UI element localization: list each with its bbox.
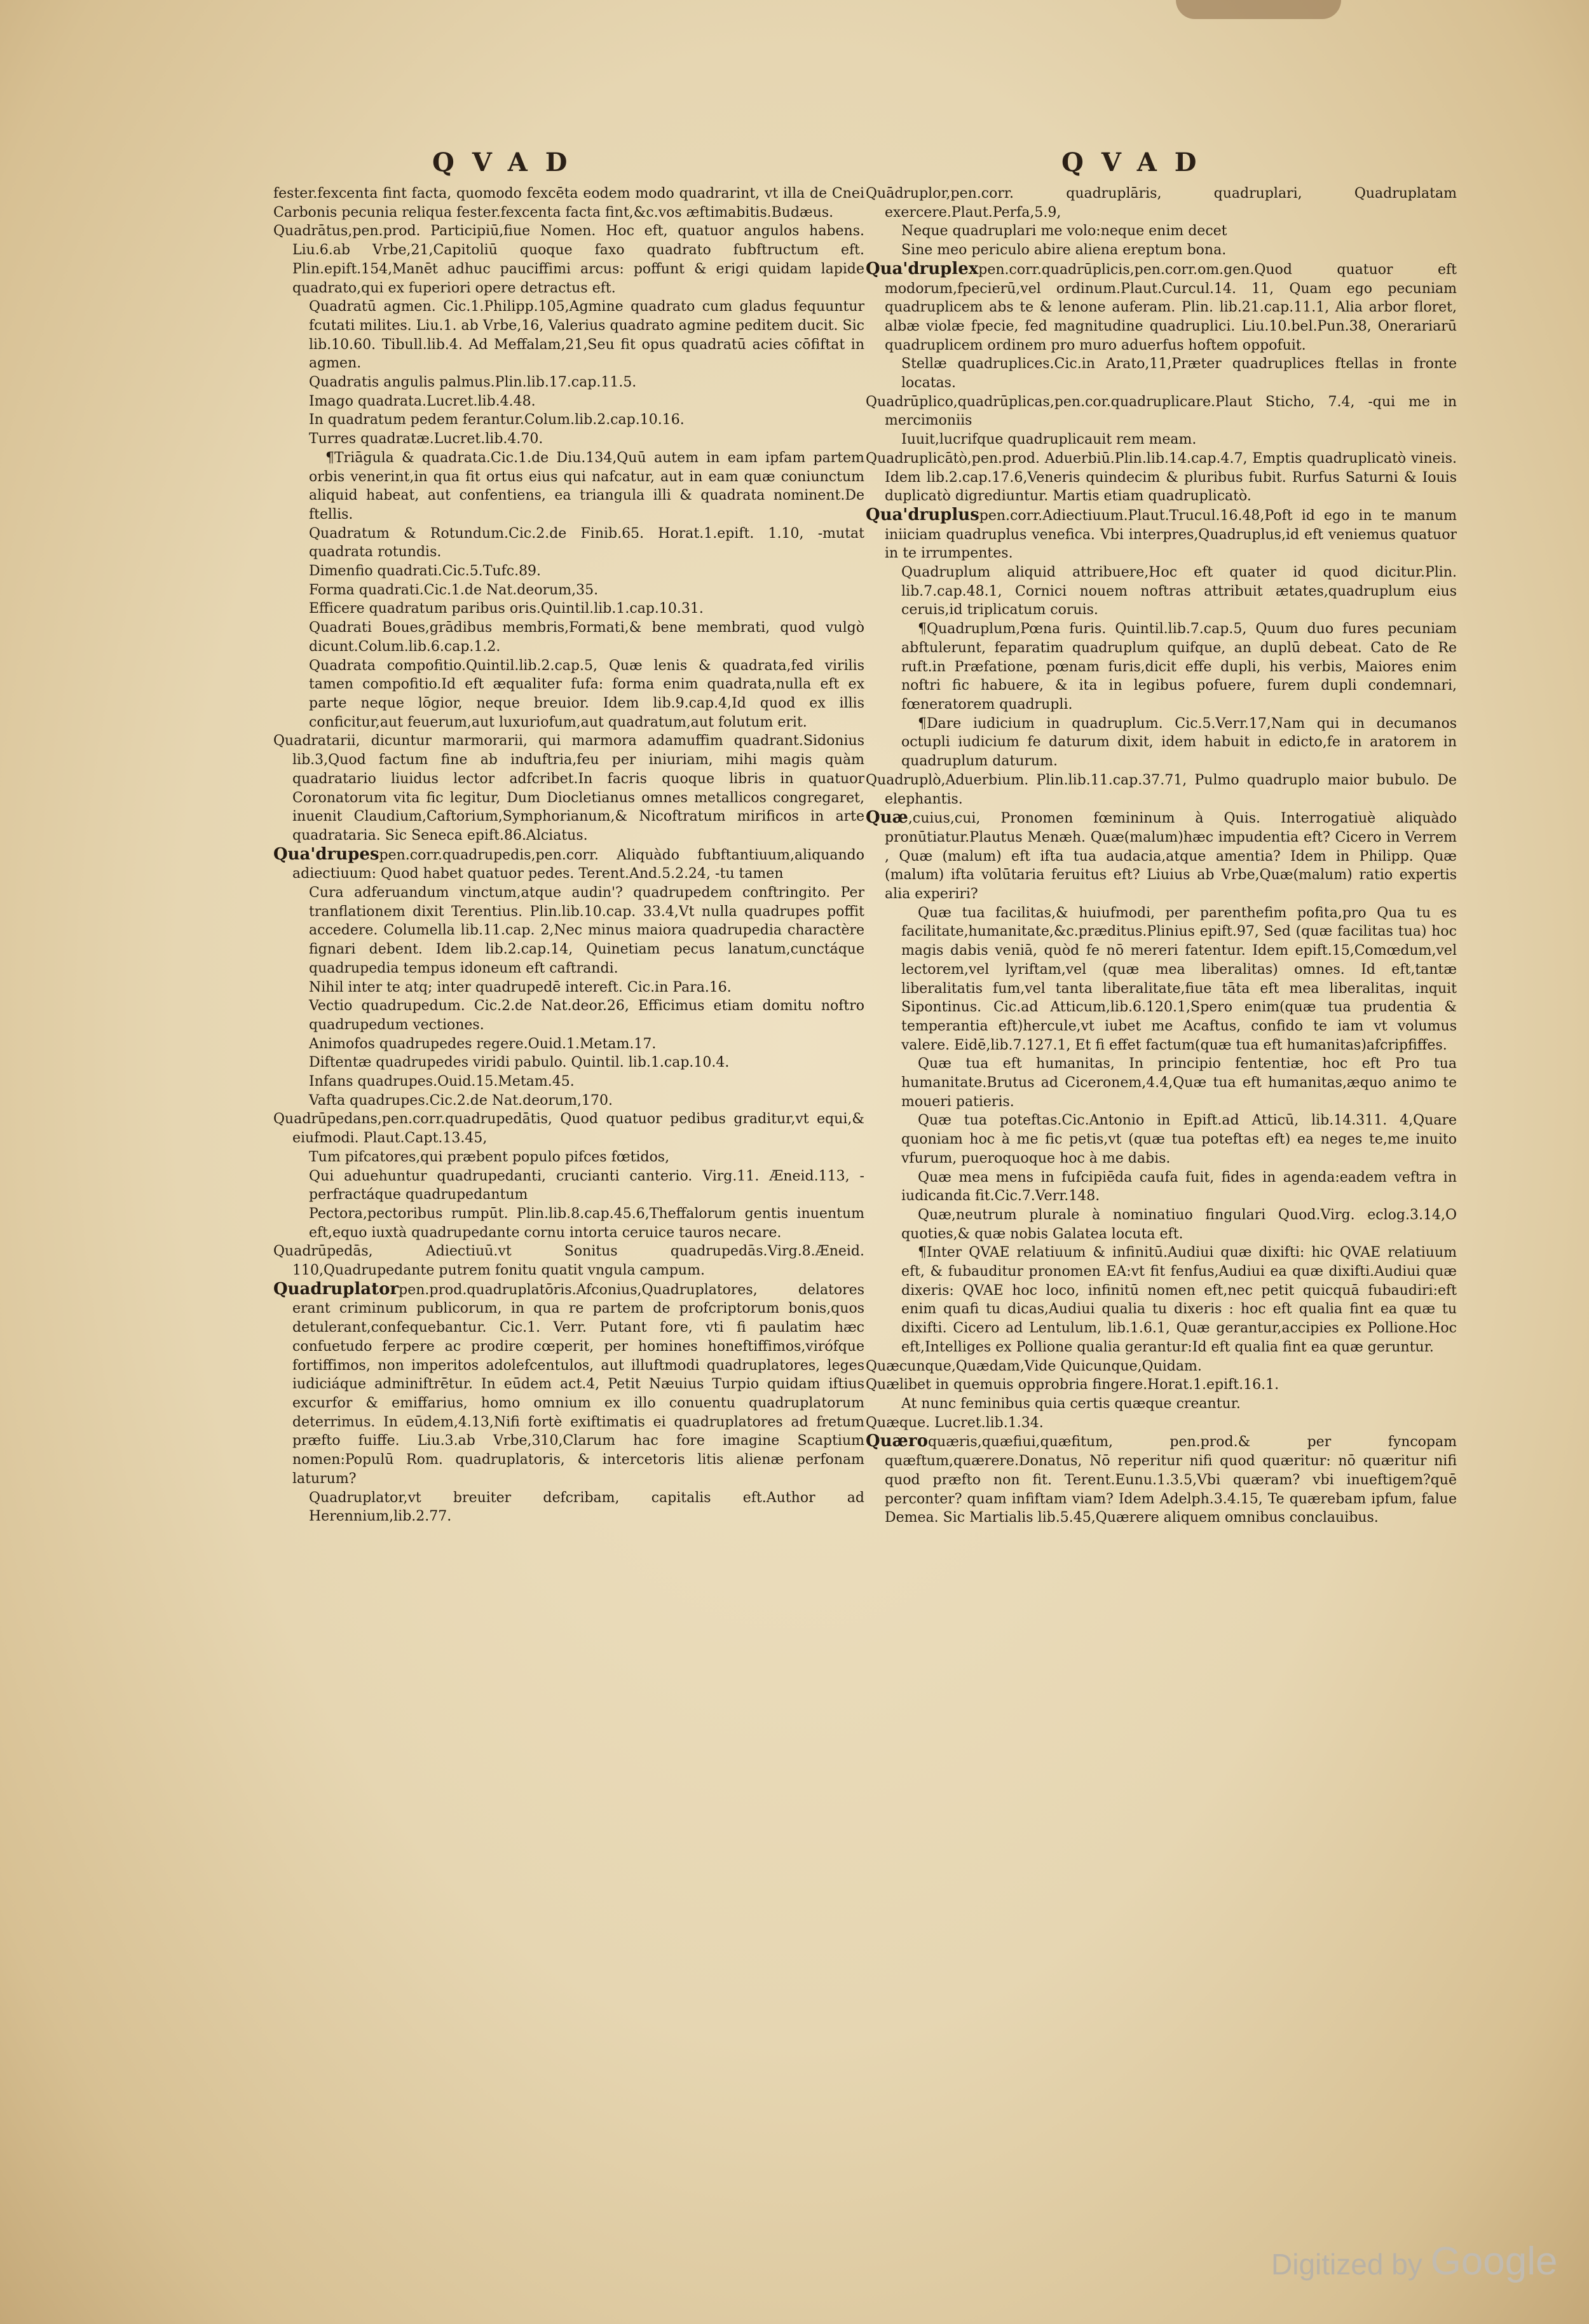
- entry-text: Qui aduehuntur quadrupedanti, crucianti canterio. Virg.11. Æneid.113, -perfractáque quadrupedantum: [309, 1168, 864, 1203]
- entry-text: Quadruplò,Aduerbium. Plin.lib.11.cap.37.71, Pulmo quadruplo maior bubulo. De elephantis.: [866, 772, 1457, 807]
- entry-text: ¶Dare iudicium in quadruplum. Cic.5.Verr.17,Nam qui in decumanos octupli iudicium fe daturum dixit, idem habuit in edicto,fe in aratorem in quadruplum daturum.: [901, 715, 1457, 770]
- dictionary-entry: [866, 904, 1457, 1055]
- entry-text: Forma quadrati.Cic.1.de Nat.deorum,35.: [309, 582, 599, 598]
- dictionary-entry: [273, 978, 864, 997]
- dictionary-entry: [866, 563, 1457, 620]
- entry-text: Quadratis angulis palmus.Plin.lib.17.cap.11.5.: [309, 374, 637, 391]
- dictionary-entry: [273, 845, 864, 884]
- dictionary-entry: [273, 1167, 864, 1205]
- entry-text: Infans quadrupes.Ouid.15.Metam.45.: [309, 1074, 575, 1090]
- dictionary-entry: [273, 1242, 864, 1280]
- dictionary-entry: [273, 1091, 864, 1111]
- dictionary-entry: [866, 1414, 1457, 1433]
- entry-text: Vafta quadrupes.Cic.2.de Nat.deorum,170.: [309, 1092, 613, 1109]
- dictionary-entry: [273, 562, 864, 581]
- entry-text: Quadratarii, dicuntur marmorarii, qui marmora adamuffim quadrant.Sidonius lib.3,Quod factum fine ab induftria,feu per iniuriam, mihi magis quàm quadratario liuidus lector adfcribet.In facris quoque libris in quatuor Coronatorum vita fic legitur, Dum Diocletianus omnes metallicos congregaret, inuenit Claudium,Caftorium,Symphorianum,& Nicoftratum mirificos in arte quadrataria. Sic Seneca epift.86.Alciatus.: [273, 733, 864, 844]
- entry-text: Quadratū agmen. Cic.1.Philipp.105,Agmine quadrato cum gladus fequuntur fcutati milites. Liu.1. ab Vrbe,16, Valerius quadrato agmine peditem ducit. Sic lib.10.60. Tibull.lib.4. Ad Meffalam,21,Seu fit opus quadratū acies cōfiftat in agmen.: [309, 299, 864, 372]
- dictionary-entry: [273, 524, 864, 562]
- entry-text: pen.corr.quadrūplicis,pen.corr.om.gen.Quod quatuor eft modorum,fpecierū,vel ordinum.Plaut.Curcul.14. 11, Quam ego pecuniam quadruplicem abs te & lenone auferam. Plin. lib.21.cap.11.1, Alia arbor floret, albæ violæ fpecie, fed magnitudine quadruplici. Liu.10.bel.Pun.38, Onerariarū quadruplicem ordinem pro muro aduerfus hoftem oppofuit.: [885, 261, 1457, 353]
- dictionary-entry: [866, 393, 1457, 430]
- dictionary-entry: [866, 1055, 1457, 1111]
- running-head-left: QVAD: [432, 147, 585, 177]
- entry-text: ¶Quadruplum,Pœna furis. Quintil.lib.7.cap.5, Quum duo fures pecuniam abftulerunt, feparatim quadruplum quifque, an duplū debeat. Cato de Re ruft.in Præfatione, pœnam furis,dicit effe dupli, his verbis, Maiores enim noftri fic habuere, & ita in legibus pofuere, furem dupli condemnari, fœneratorem quadrupli.: [901, 621, 1457, 713]
- dictionary-entry: [866, 620, 1457, 714]
- entry-text: Quadrātus,pen.prod. Participiū,fiue Nomen. Hoc eft, quatuor angulos habens. Liu.6.ab Vrbe,21,Capitoliū quoque faxo quadrato fubftructum eft. Plin.epift.154,Manēt adhuc pauciffimi arcus: poffunt & erigi quidam lapide quadrato,qui ex fuperiori opere detractus eft.: [273, 223, 864, 296]
- entry-text: pen.corr.Adiectiuum.Plaut.Trucul.16.48,Poft id ego in te manum iniiciam quadruplus venefica. Vbi interpres,Quadruplus,id eft veniemus quatuor in te irrumpentes.: [885, 507, 1457, 562]
- entry-text: Stellæ quadruplices.Cic.in Arato,11,Præter quadruplices ftellas in fronte locatas.: [901, 356, 1457, 392]
- entry-text: Quadrūpedās, Adiectiuū.vt Sonitus quadrupedās.Virg.8.Æneid. 110,Quadrupedante putrem fonitu quatit vngula campum.: [273, 1243, 864, 1279]
- entry-text: Neque quadruplari me volo:neque enim decet: [901, 223, 1227, 240]
- dictionary-entry: [273, 619, 864, 656]
- entry-text: Vectio quadrupedum. Cic.2.de Nat.deor.26, Efficimus etiam domitu noftro quadrupedum vectiones.: [309, 998, 864, 1033]
- entry-text: Quadrūplico,quadrūplicas,pen.cor.quadruplicare.Plaut Sticho, 7.4, -qui me in mercimoniis: [866, 393, 1457, 429]
- entry-text: Sine meo periculo abire aliena ereptum bona.: [901, 242, 1227, 259]
- dictionary-entry: [866, 1206, 1457, 1243]
- watermark-brand: Google: [1430, 2239, 1558, 2283]
- dictionary-entry: [273, 430, 864, 449]
- entry-text: Turres quadratæ.Lucret.lib.4.70.: [309, 431, 543, 448]
- dictionary-entry: [273, 449, 864, 524]
- dictionary-entry: [273, 184, 864, 222]
- entry-text: Quæ tua poteftas.Cic.Antonio in Epift.ad Atticū, lib.14.311. 4,Quare quoniam hoc à me fic petis,vt (quæ tua poteftas eft) ea neges te,me inuito vfurum, pueroquoque hoc à me dabis.: [901, 1112, 1457, 1166]
- google-watermark: [1271, 2239, 1558, 2284]
- dictionary-entry: [866, 260, 1457, 355]
- dictionary-entry: [273, 657, 864, 732]
- entry-headword: Qua'druplus: [866, 505, 979, 524]
- entry-headword: Quæ: [866, 808, 908, 828]
- entry-text: Quadratum & Rotundum.Cic.2.de Finib.65. Horat.1.epift. 1.10, -mutat quadrata rotundis.: [309, 525, 864, 561]
- dictionary-entry: [273, 1280, 864, 1489]
- entry-text: Pectora,pectoribus rumpūt. Plin.lib.8.cap.45.6,Theffalorum gentis inuentum eft,equo iuxtà quadrupedante cornu intorta ceruice tauros necare.: [309, 1205, 864, 1241]
- dictionary-entry: [273, 997, 864, 1034]
- entry-text: Quadruplicātò,pen.prod. Aduerbiū.Plin.lib.14.cap.4.7, Emptis quadruplicatò vineis. Idem lib.2.cap.17.6,Veneris quindecim & pluribus fubit. Rurfus Saturni & Iouis duplicatò digrediuntur. Martis etiam quadruplicatò.: [866, 450, 1457, 505]
- dictionary-entry: [273, 392, 864, 411]
- entry-text: Quæ,neutrum plurale à nominatiuo fingulari Quod.Virg. eclog.3.14,O quoties,& quæ nobis Galatea locuta eft.: [901, 1206, 1457, 1242]
- dictionary-entry: [866, 1111, 1457, 1168]
- entry-text: Quadruplator,vt breuiter defcribam, capitalis eft.Author ad Herennium,lib.2.77.: [309, 1489, 864, 1525]
- dictionary-entry: [273, 732, 864, 845]
- entry-text: Quæ tua facilitas,& huiufmodi, per parenthefim pofita,pro Qua tu es facilitate,humanitate,&c.præditus.Plinius epift.97, Sed (quæ facilitas tua) hoc magis dabis veniā, quòd fe nō mereri fatentur. Idem epift.15,Comœdum,vel lectorem,vel lyriftam,vel (quæ mea liberalitas) omnes. Id eft,tantæ liberalitatis fum,vel tanta liberalitate,fiue tāta eft mea liberalitas, inquit Sipontinus. Cic.ad Atticum,lib.6.120.1,Spero enim(quæ tua prudentia & temperantia eft)hercule,vt iubet me Acaftus, confido te iam vt volumus valere. Eidē,lib.7.127.1, Et fi effet factum(quæ tua eft humanitas)afcripfiffes.: [901, 905, 1457, 1053]
- entry-text: Quādruplor,pen.corr. quadruplāris, quadruplari, Quadruplatam exercere.Plaut.Perfa,5.9,: [866, 186, 1457, 221]
- dictionary-entry: [866, 241, 1457, 260]
- entry-text: Quæ mea mens in fufcipiēda caufa fuit, fides in agenda:eadem veftra in iudicanda fit.Cic.7.Verr.148.: [901, 1169, 1457, 1205]
- entry-text: Diftentæ quadrupedes viridi pabulo. Quintil. lib.1.cap.10.4.: [309, 1055, 730, 1071]
- dictionary-entry: [866, 184, 1457, 222]
- entry-text: fester.fexcenta fint facta, quomodo fexcēta eodem modo quadrarint, vt illa de Cnei Carbonis pecunia reliqua fester.fexcenta facta fint,&c.vos æftimabitis.Budæus.: [273, 186, 864, 221]
- right-column: [866, 184, 1457, 1528]
- entry-text: pen.corr.quadrupedis,pen.corr. Aliquàdo fubftantiuum,aliquando adiectiuum: Quod habet quatuor pedes. Terent.And.5.2.24, -tu tamen: [292, 847, 864, 882]
- dictionary-entry: [273, 1110, 864, 1147]
- dictionary-entry: [866, 771, 1457, 809]
- dictionary-entry: [866, 1432, 1457, 1528]
- dictionary-entry: [866, 1395, 1457, 1414]
- dictionary-entry: [273, 1489, 864, 1526]
- entry-text: Quadrūpedans,pen.corr.quadrupedātis, Quod quatuor pedibus graditur,vt equi,& eiufmodi. Plaut.Capt.13.45,: [273, 1111, 864, 1147]
- entry-headword: Qua'drupes: [273, 844, 379, 864]
- page-stain: [1176, 0, 1341, 19]
- dictionary-entry: [273, 599, 864, 619]
- dictionary-entry: [866, 449, 1457, 506]
- entry-text: Imago quadrata.Lucret.lib.4.48.: [309, 393, 536, 409]
- entry-text: Nihil inter te atq; inter quadrupedē intereft. Cic.in Para.16.: [309, 979, 732, 995]
- dictionary-entry: [273, 1035, 864, 1054]
- entry-text: Quadruplum aliquid attribuere,Hoc eft quater id quod dicitur.Plin. lib.7.cap.48.1, Cornici nouem noftras attribuit ætates,quadruplum eius ceruis,id triplicatum coruis.: [901, 564, 1457, 619]
- entry-text: ¶Triāgula & quadrata.Cic.1.de Diu.134,Quū autem in eam ipfam partem orbis venerint,in qua fit ortus eius qui nafcatur, aut in eam quæ coniunctum aliquid habeat, aut confentiens, ea triangula illi & quadrata nominent.De ftellis.: [309, 449, 864, 523]
- dictionary-entry: [866, 1357, 1457, 1376]
- entry-text: Animofos quadrupedes regere.Ouid.1.Metam.17.: [309, 1036, 657, 1052]
- entry-text: Iuuit,lucrifque quadruplicauit rem meam.: [901, 432, 1197, 448]
- left-column: [273, 184, 864, 1526]
- dictionary-entry: [273, 1205, 864, 1242]
- dictionary-entry: [273, 297, 864, 373]
- dictionary-entry: [273, 1072, 864, 1091]
- dictionary-entry: [866, 506, 1457, 563]
- dictionary-entry: [273, 581, 864, 600]
- entry-text: In quadratum pedem ferantur.Colum.lib.2.cap.10.16.: [309, 412, 685, 428]
- entry-text: ,cuius,cui, Pronomen fœmininum à Quis. Interrogatiuè aliquàdo pronūtiatur.Plautus Menæh. Quæ(malum)hæc impudentia eft? Cicero in Verrem , Quæ (malum) eft ifta tua audacia,atque amentia? Idem in Philipp. Quæ (malum) ifta volūtaria feruitus eft? Liuius ab Vrbe,Quæ(malum) ratio expertis alia experiri?: [885, 810, 1457, 903]
- dictionary-entry: [866, 1243, 1457, 1357]
- running-head-right: QVAD: [1061, 147, 1215, 177]
- entry-text: Dimenfio quadrati.Cic.5.Tufc.89.: [309, 563, 542, 580]
- dictionary-entry: [866, 430, 1457, 449]
- entry-text: Quæ tua eft humanitas, In principio fententiæ, hoc eft Pro tua humanitate.Brutus ad Ciceronem,4.4,Quæ tua eft humanitas,æquo animo te moueri patieris.: [901, 1056, 1457, 1110]
- entry-text: Quadrati Boues,grādibus membris,Formati,& bene membrati, quod vulgò dicunt.Colum.lib.6.cap.1.2.: [309, 620, 864, 655]
- watermark-prefix: Digitized by: [1271, 2248, 1422, 2281]
- entry-text: Quæque. Lucret.lib.1.34.: [866, 1414, 1044, 1431]
- dictionary-entry: [866, 222, 1457, 241]
- entry-headword: Quæro: [866, 1432, 928, 1451]
- entry-text: Tum pifcatores,qui præbent populo pifces fœtidos,: [309, 1149, 670, 1165]
- entry-text: Efficere quadratum paribus oris.Quintil.lib.1.cap.10.31.: [309, 601, 704, 617]
- dictionary-entry: [273, 1148, 864, 1167]
- dictionary-entry: [273, 373, 864, 392]
- dictionary-entry: [273, 222, 864, 297]
- dictionary-entry: [273, 411, 864, 430]
- entry-text: ¶Inter QVAE relatiuum & infinitū.Audiui quæ dixifti: hic QVAE relatiuum eft, & fubauditur pronomen EA:vt fit fenfus,Audiui ea quæ dixifti.Audiui quæ dixeris: QVAE hoc loco, infinitū nomen eft,nec petit quicquā fubaudiri:eft enim quafi tu dicas,Audiui qualia tu dixeris : hoc eft qualia fint ea quæ tu dixifti. Cicero ad Lentulum, lib.1.6.1, Quæ gerantur,accipies ex Pollione.Hoc eft,Intelliges ex Pollione qualia gerantur:Id eft qualia fint ea quæ geruntur.: [901, 1245, 1457, 1355]
- dictionary-entry: [273, 884, 864, 978]
- entry-headword: Qua'druplex: [866, 259, 979, 278]
- entry-text: Quæcunque,Quædam,Vide Quicunque,Quidam.: [866, 1358, 1202, 1374]
- dictionary-entry: [866, 1376, 1457, 1395]
- entry-headword: Quadruplator: [273, 1279, 399, 1299]
- entry-text: quæris,quæfiui,quæfitum, pen.prod.& per fyncopam quæftum,quærere.Donatus, Nō reperitur nifi quod quæritur: nō quæritur nifi quod præfto non fit. Terent.Eunu.1.3.5,Vbi quæram? vbi inueftigem?quē perconter? quam infiftam viam? Idem Adelph.3.4.15, Te quærebam ipfum, falue Demea. Sic Martialis lib.5.45,Quærere aliquem omnibus conclauibus.: [885, 1434, 1457, 1526]
- dictionary-entry: [273, 1053, 864, 1072]
- entry-text: Quælibet in quemuis opprobria fingere.Horat.1.epift.16.1.: [866, 1377, 1279, 1393]
- entry-text: Quadrata compofitio.Quintil.lib.2.cap.5, Quæ lenis & quadrata,fed virilis tamen compofitio.Id eft æqualiter fufa: forma enim quadrata,nulla eft ex parte neque lōgior, neque breuior. Idem lib.9.cap.4,Id quod ex illis conficitur,aut feuerum,aut luxuriofum,aut quadratum,aut folutum erit.: [309, 657, 864, 730]
- dictionary-entry: [866, 1168, 1457, 1206]
- entry-text: At nunc feminibus quia certis quæque creantur.: [901, 1396, 1241, 1412]
- entry-text: pen.prod.quadruplatōris.Afconius,Quadruplatores, delatores erant criminum publicorum, in qua re partem de profcriptorum bonis,quos detulerant,confequebantur. Cic.1. Verr. Putant fore, vti fi paulatim hæc confuetudo ferpere ac prodire cœperit, per homines honeftiffimos,virófque fortiffimos, non imperitos adolefcentulos, aut illuftmodi quadruplatores, leges iudiciáque adminiftrētur. In eūdem act.4, Petit Næuius Turpio quidam iftius excurfor & emiffarius, homo omnium ex illo conuentu quadruplatorum deterrimus. In eūdem,4.13,Nifi fortè exiftimatis ei quadruplatores ad fretum præfto fuiffe. Liu.3.ab Vrbe,310,Clarum hac fore imagine Scaptium nomen:Populū Rom. quadruplatoris, & intercetoris litis alienæ perfonam laturum?: [292, 1282, 864, 1487]
- dictionary-entry: [866, 809, 1457, 904]
- entry-text: Cura adferuandum vinctum,atque audin'? quadrupedem conftringito. Per tranflationem dixit Terentius. Plin.lib.10.cap. 33.4,Vt nulla quadrupes poffit accedere. Columella lib.11.cap. 2,Nec minus maiora quadrupedia charactère fignari debent. Idem lib.2.cap.14, Quinetiam pecus lanatum,cunctáque quadrupedia tempus idoneum eft caftrandi.: [309, 885, 864, 976]
- dictionary-entry: [866, 714, 1457, 771]
- dictionary-entry: [866, 355, 1457, 392]
